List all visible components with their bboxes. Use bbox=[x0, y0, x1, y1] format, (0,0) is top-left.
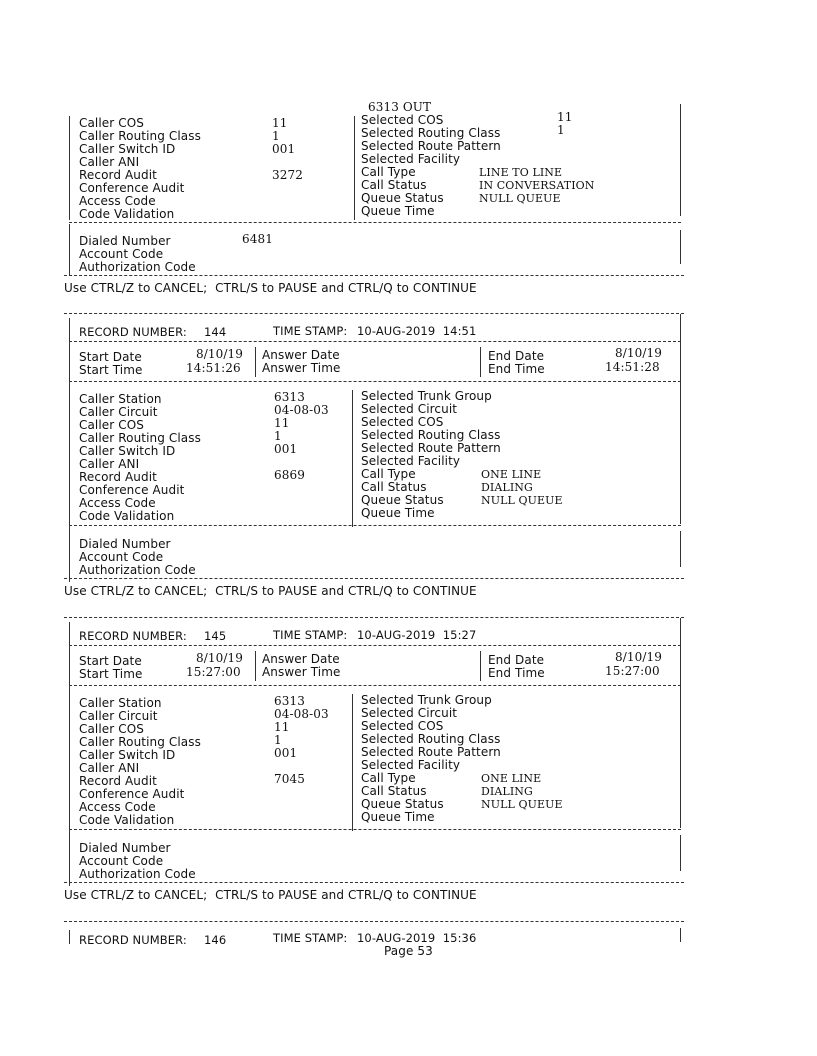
value: ONE LINE bbox=[481, 772, 542, 785]
right-border bbox=[680, 928, 681, 942]
timestamp-label: TIME STAMP: bbox=[273, 931, 348, 945]
record-number-label: RECORD NUMBER: bbox=[79, 933, 187, 947]
label: Caller COS bbox=[79, 116, 144, 130]
record-number: 146 bbox=[204, 933, 227, 947]
column-divider bbox=[354, 116, 355, 220]
divider bbox=[64, 921, 684, 922]
label: Call Type bbox=[361, 165, 416, 179]
label: Authorization Code bbox=[79, 260, 196, 274]
label: Answer Date bbox=[262, 652, 340, 666]
right-border bbox=[680, 314, 681, 524]
label: Selected Route Pattern bbox=[361, 441, 501, 455]
value: ONE LINE bbox=[481, 468, 542, 481]
timestamp-label: TIME STAMP: bbox=[273, 628, 348, 642]
timestamp: 10-AUG-2019 14:51 bbox=[357, 324, 477, 338]
value: 001 bbox=[274, 746, 298, 760]
right-border bbox=[680, 531, 681, 567]
value: 8/10/19 bbox=[196, 651, 243, 665]
label: Call Type bbox=[361, 771, 416, 785]
label: Selected Trunk Group bbox=[361, 693, 492, 707]
divider bbox=[69, 525, 681, 526]
label: Call Status bbox=[361, 480, 427, 494]
value: 11 bbox=[557, 110, 573, 124]
label: Selected Circuit bbox=[361, 706, 458, 720]
label: Start Time bbox=[79, 667, 143, 681]
label: Dialed Number bbox=[79, 537, 171, 551]
value: 1 bbox=[274, 733, 282, 747]
page-number: Page 53 bbox=[384, 944, 433, 958]
left-border bbox=[69, 318, 70, 582]
value: 6313 bbox=[274, 694, 305, 708]
label: Queue Status bbox=[361, 493, 444, 507]
label: Queue Time bbox=[361, 810, 435, 824]
label: Caller ANI bbox=[79, 761, 140, 775]
label: Selected Facility bbox=[361, 758, 461, 772]
label: Caller Switch ID bbox=[79, 748, 176, 762]
divider bbox=[64, 578, 684, 579]
label: Queue Time bbox=[361, 506, 435, 520]
value: 8/10/19 bbox=[615, 346, 662, 360]
divider bbox=[69, 341, 681, 342]
value: 15:27:00 bbox=[605, 664, 660, 678]
column-divider bbox=[255, 651, 256, 681]
value: 3272 bbox=[272, 168, 303, 182]
label: Selected Route Pattern bbox=[361, 139, 501, 153]
label: Caller Switch ID bbox=[79, 444, 176, 458]
label: Code Validation bbox=[79, 207, 175, 221]
label: Queue Status bbox=[361, 797, 444, 811]
label: Selected Facility bbox=[361, 152, 461, 166]
left-border bbox=[69, 116, 70, 220]
label: Selected Facility bbox=[361, 454, 461, 468]
label: Authorization Code bbox=[79, 867, 196, 881]
divider bbox=[69, 645, 681, 646]
column-divider bbox=[480, 651, 481, 681]
column-divider bbox=[352, 694, 353, 831]
value: DIALING bbox=[481, 481, 533, 494]
left-border bbox=[69, 224, 70, 276]
label: Account Code bbox=[79, 550, 164, 564]
record-number-label: RECORD NUMBER: bbox=[79, 629, 187, 643]
divider bbox=[64, 313, 684, 314]
value: 6869 bbox=[274, 468, 305, 482]
label: Queue Time bbox=[361, 204, 435, 218]
out-line: 6313 OUT bbox=[368, 100, 432, 114]
label: Record Audit bbox=[79, 774, 157, 788]
value: NULL QUEUE bbox=[481, 494, 563, 507]
label: Selected COS bbox=[361, 719, 444, 733]
value: 04-08-03 bbox=[274, 707, 329, 721]
label: Queue Status bbox=[361, 191, 444, 205]
label: Selected Routing Class bbox=[361, 126, 501, 140]
label: Access Code bbox=[79, 194, 156, 208]
value: LINE TO LINE bbox=[479, 166, 563, 179]
cancel-instructions: Use CTRL/Z to CANCEL; CTRL/S to PAUSE and CTRL/Q to CONTINUE bbox=[64, 888, 477, 902]
value: IN CONVERSATION bbox=[479, 179, 595, 192]
right-border bbox=[680, 618, 681, 828]
value: 1 bbox=[272, 129, 280, 143]
label: Call Type bbox=[361, 467, 416, 481]
value: 15:27:00 bbox=[186, 665, 241, 679]
right-border bbox=[680, 835, 681, 871]
label: Caller Station bbox=[79, 392, 162, 406]
label: Caller Circuit bbox=[79, 709, 158, 723]
label: Selected COS bbox=[361, 415, 444, 429]
left-border bbox=[69, 930, 70, 944]
label: Code Validation bbox=[79, 813, 175, 827]
value: 6481 bbox=[242, 232, 273, 246]
label: Caller COS bbox=[79, 722, 144, 736]
label: Start Date bbox=[79, 350, 142, 364]
value: DIALING bbox=[481, 785, 533, 798]
label: Record Audit bbox=[79, 470, 157, 484]
label: Record Audit bbox=[79, 168, 157, 182]
column-divider bbox=[480, 347, 481, 377]
label: Selected Circuit bbox=[361, 402, 458, 416]
divider bbox=[69, 829, 681, 830]
divider bbox=[69, 685, 681, 686]
label: Conference Audit bbox=[79, 181, 185, 195]
label: Caller Switch ID bbox=[79, 142, 176, 156]
divider bbox=[64, 617, 684, 618]
label: Conference Audit bbox=[79, 787, 185, 801]
label: End Date bbox=[488, 653, 545, 667]
right-border bbox=[680, 230, 681, 264]
column-divider bbox=[255, 347, 256, 377]
divider bbox=[69, 222, 681, 223]
timestamp: 10-AUG-2019 15:36 bbox=[357, 931, 477, 945]
label: Account Code bbox=[79, 854, 164, 868]
right-border bbox=[680, 104, 681, 216]
label: Authorization Code bbox=[79, 563, 196, 577]
label: Answer Time bbox=[262, 665, 341, 679]
value: 6313 bbox=[274, 390, 305, 404]
label: End Date bbox=[488, 349, 545, 363]
label: Account Code bbox=[79, 247, 164, 261]
value: 001 bbox=[274, 442, 298, 456]
cancel-instructions: Use CTRL/Z to CANCEL; CTRL/S to PAUSE and CTRL/Q to CONTINUE bbox=[64, 281, 477, 295]
label: Caller COS bbox=[79, 418, 144, 432]
label: Call Status bbox=[361, 178, 427, 192]
label: End Time bbox=[488, 362, 545, 376]
label: Answer Date bbox=[262, 348, 340, 362]
record-number-label: RECORD NUMBER: bbox=[79, 325, 187, 339]
value: 1 bbox=[557, 123, 565, 137]
label: Access Code bbox=[79, 800, 156, 814]
value: NULL QUEUE bbox=[479, 192, 561, 205]
left-border bbox=[69, 622, 70, 886]
value: 1 bbox=[274, 429, 282, 443]
label: End Time bbox=[488, 666, 545, 680]
label: Caller Circuit bbox=[79, 405, 158, 419]
timestamp-label: TIME STAMP: bbox=[273, 324, 348, 338]
value: NULL QUEUE bbox=[481, 798, 563, 811]
label: Caller ANI bbox=[79, 457, 140, 471]
record-number: 144 bbox=[204, 325, 227, 339]
label: Caller ANI bbox=[79, 155, 140, 169]
value: 14:51:26 bbox=[186, 361, 241, 375]
label: Dialed Number bbox=[79, 841, 171, 855]
value: 001 bbox=[272, 142, 296, 156]
label: Caller Station bbox=[79, 696, 162, 710]
label: Selected Trunk Group bbox=[361, 389, 492, 403]
value: 11 bbox=[274, 416, 290, 430]
label: Selected COS bbox=[361, 113, 444, 127]
label: Conference Audit bbox=[79, 483, 185, 497]
value: 8/10/19 bbox=[196, 347, 243, 361]
label: Selected Routing Class bbox=[361, 732, 501, 746]
label: Access Code bbox=[79, 496, 156, 510]
record-number: 145 bbox=[204, 629, 227, 643]
value: 8/10/19 bbox=[615, 650, 662, 664]
label: Selected Routing Class bbox=[361, 428, 501, 442]
cancel-instructions: Use CTRL/Z to CANCEL; CTRL/S to PAUSE and CTRL/Q to CONTINUE bbox=[64, 584, 477, 598]
label: Caller Routing Class bbox=[79, 129, 201, 143]
label: Answer Time bbox=[262, 361, 341, 375]
value: 11 bbox=[272, 116, 288, 130]
label: Call Status bbox=[361, 784, 427, 798]
value: 14:51:28 bbox=[605, 360, 660, 374]
label: Code Validation bbox=[79, 509, 175, 523]
label: Selected Route Pattern bbox=[361, 745, 501, 759]
label: Caller Routing Class bbox=[79, 431, 201, 445]
column-divider bbox=[352, 390, 353, 527]
divider bbox=[69, 381, 681, 382]
label: Start Date bbox=[79, 654, 142, 668]
divider bbox=[64, 882, 684, 883]
value: 11 bbox=[274, 720, 290, 734]
label: Start Time bbox=[79, 363, 143, 377]
value: 04-08-03 bbox=[274, 403, 329, 417]
value: 7045 bbox=[274, 772, 305, 786]
label: Dialed Number bbox=[79, 234, 171, 248]
divider bbox=[64, 275, 684, 276]
label: Caller Routing Class bbox=[79, 735, 201, 749]
timestamp: 10-AUG-2019 15:27 bbox=[357, 628, 477, 642]
